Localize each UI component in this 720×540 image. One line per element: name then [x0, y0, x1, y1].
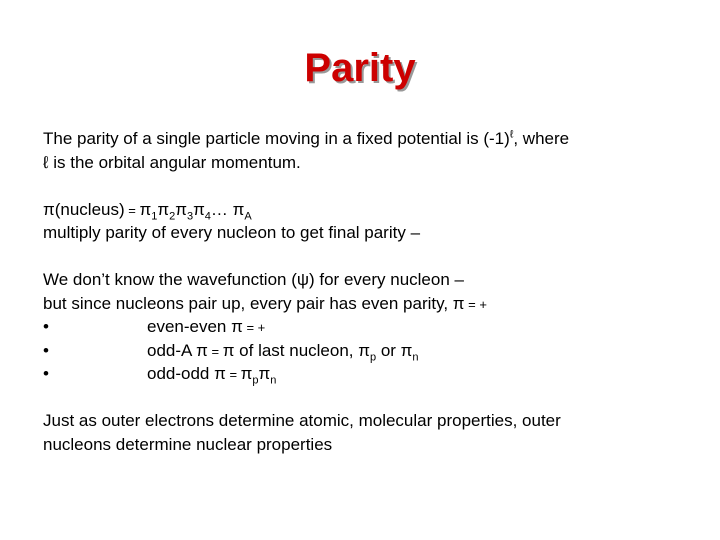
subscript: A — [244, 209, 252, 222]
equals-plus: = + — [464, 296, 487, 312]
equation-lhs: π(nucleus) — [43, 199, 125, 219]
slide-body — [43, 127, 683, 456]
bullet-marker: • — [43, 340, 49, 360]
pi-symbol: π — [175, 199, 187, 219]
ell-superscript: ℓ — [509, 128, 514, 141]
bullet-text: π of last nucleon, π — [222, 340, 370, 360]
wavefunction-line: We don’t know the wavefunction (ψ) for every nucleon – — [43, 270, 464, 289]
conclusion-line-2: nucleons determine nuclear properties — [43, 434, 333, 454]
equals-sign: = — [207, 343, 223, 359]
spacer — [43, 245, 683, 269]
bullet-item-odd-odd — [43, 362, 683, 386]
multiply-parity-line: multiply parity of every nucleon to get final parity – — [43, 223, 421, 242]
pairing-text: but since nucleons pair up, every pair has even parity, π — [43, 293, 465, 313]
pi-symbol: π — [232, 199, 245, 219]
bullet-marker: • — [43, 317, 49, 336]
pi-symbol: π — [193, 199, 205, 219]
spacer — [43, 386, 683, 410]
subscript: 4 — [204, 209, 211, 222]
subscript: 1 — [151, 209, 158, 222]
conclusion-line-1: Just as outer electrons determine atomic, molecular properties, outer — [43, 411, 561, 430]
bullet-marker: • — [43, 364, 49, 383]
ellipsis: … — [210, 199, 233, 219]
parity-definition-line-1 — [43, 127, 683, 151]
subscript: n — [412, 350, 419, 363]
nucleus-parity-equation — [43, 198, 683, 222]
pi-symbol: π — [240, 364, 253, 383]
pi-symbol: π — [258, 364, 271, 383]
subscript: 2 — [169, 209, 176, 222]
slide-title: Parity — [304, 46, 416, 90]
equals-sign: = — [124, 202, 140, 218]
bullet-text: odd-A π — [147, 340, 208, 360]
pi-symbol: π — [139, 199, 152, 219]
subscript: p — [369, 350, 377, 363]
bullet-text: or π — [376, 340, 413, 360]
subscript: p — [252, 374, 259, 387]
pairing-line — [43, 292, 683, 316]
definition-text: The parity of a single particle moving in a fixed potential is (-1) — [43, 129, 510, 148]
equals-sign: = — [225, 367, 241, 382]
equals-plus: = + — [242, 320, 266, 335]
subscript: 3 — [186, 209, 194, 222]
bullet-text: odd-odd π — [147, 364, 226, 383]
parity-definition-line-2: ℓ is the orbital angular momentum. — [43, 152, 301, 172]
subscript: n — [270, 374, 277, 387]
spacer — [43, 174, 683, 198]
definition-text-end: , where — [513, 129, 570, 148]
bullet-text: even-even π — [147, 317, 243, 336]
bullet-item-even-even — [43, 315, 683, 339]
pi-symbol: π — [157, 199, 170, 219]
bullet-item-odd-a — [43, 339, 683, 363]
